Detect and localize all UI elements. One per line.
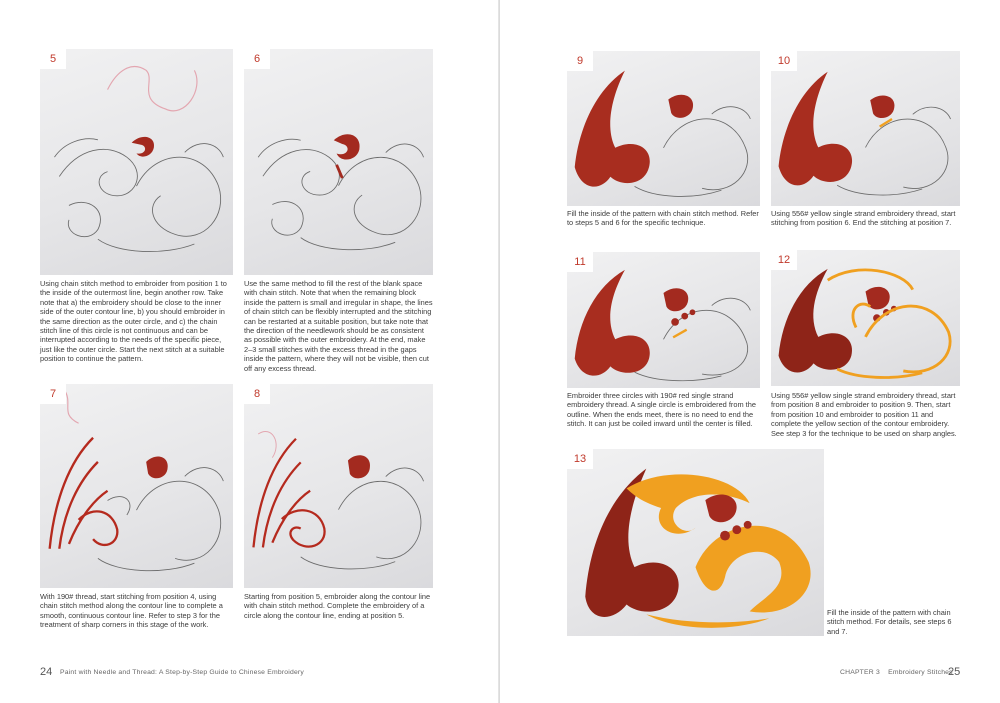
step-number-badge: 11 [567,252,593,272]
step-11-caption: Embroider three circles with 190# red single strand embroidery thread. A single circle is embroidered from the outline. When the ends meet, there is no need to end the stitch. It can just be coiled inward until the center is filled. [567,391,756,429]
step-13-caption: Fill the inside of the pattern with chain stitch method. For details, see steps 6 and 7. [827,608,952,636]
chapter-title: Embroidery Stitches [888,669,953,676]
step-number-badge: 10 [771,51,797,71]
step-number-badge: 5 [40,49,66,69]
step-5-photo [40,49,233,275]
step-6-photo [244,49,433,275]
step-9-caption: Fill the inside of the pattern with chain stitch method. Refer to steps 5 and 6 for the specific technique. [567,209,759,228]
embroidery-illustration [244,49,433,275]
embroidery-illustration [40,49,233,275]
step-number-badge: 7 [40,384,66,404]
step-11-photo [567,252,760,388]
embroidery-illustration [567,252,760,388]
embroidery-illustration [771,51,960,206]
step-number-badge: 6 [244,49,270,69]
page-number: 25 [948,666,961,678]
step-9-photo [567,51,760,206]
step-number-badge: 13 [567,449,593,469]
step-8-photo [244,384,433,588]
step-12-caption: Using 556# yellow single strand embroidery thread, start from position 8 and embroider to position 9. Then, start from position 10 and embroider to position 11 and complete the yellow section of the contour embroidery. See step 3 for the technique to be used on sharp angles. [771,391,957,438]
embroidery-illustration [771,250,960,386]
step-10-photo [771,51,960,206]
step-13-photo [567,449,824,636]
step-10-caption: Using 556# yellow single strand embroidery thread, start stitching from position 6. End the stitching at position 7. [771,209,956,228]
embroidery-illustration [40,384,233,588]
step-number-badge: 8 [244,384,270,404]
embroidery-illustration [244,384,433,588]
running-title: Paint with Needle and Thread: A Step-by-Step Guide to Chinese Embroidery [60,669,304,676]
step-number-badge: 9 [567,51,593,71]
chapter-number: CHAPTER 3 [840,669,880,676]
page-number: 24 [40,666,53,678]
step-7-photo [40,384,233,588]
embroidery-illustration [567,51,760,206]
chapter-label [840,669,953,676]
right-page [500,0,1000,703]
step-6-caption: Use the same method to fill the rest of the blank space with chain stitch. Note that when the remaining block inside the pattern is small and irregular in shape, the lines of chain stitch can be flexibly interrupted and the stitching can be restarted at a suitable position, but take note that the direction of the needlework should be as consistent as possible with the outer embroidery. At the end, make 2–3 small stitches with the excess thread in the gaps inside the pattern, where they will not be visible, then cut off any excess thread. [244,279,433,373]
step-7-caption: With 190# thread, start stitching from position 4, using chain stitch method along the contour line to complete a smooth, continuous contour line. Refer to step 3 for the treatment of sharp corners in this stage of the work. [40,592,223,630]
embroidery-illustration [567,449,824,636]
step-number-badge: 12 [771,250,797,270]
step-12-photo [771,250,960,386]
step-8-caption: Starting from position 5, embroider along the contour line with chain stitch method. Complete the embroidery of a circle along the contour line, ending at position 5. [244,592,431,620]
step-5-caption: Using chain stitch method to embroider from position 1 to the inside of the outermost line, begin another row. Take note that a) the embroidery should be close to the inner side of the outer contour line, b) you should embroider in the same direction as the outer circle, and c) the chain stitch line of this circle is not continuous and can be interrupted according to the needs of the specific piece, just like the outer circle. Start the next stitch at a suitable position to continue the pattern. [40,279,227,364]
